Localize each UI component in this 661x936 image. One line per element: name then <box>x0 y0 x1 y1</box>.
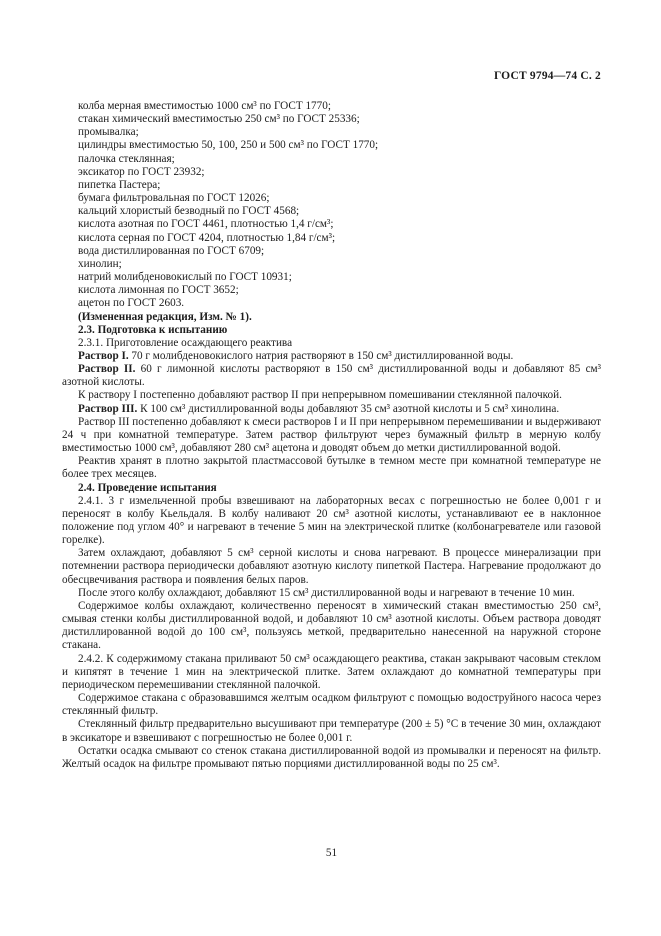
paragraph: Затем охлаждают, добавляют 5 см³ серной кислоты и снова нагревают. В процессе минерализации при потемнении раствора периодически добавляют азотную кислоту пипеткой Пастера. Нагревание продолжают до обесцвечивания раствора и появления белых паров. <box>62 547 601 586</box>
paragraph: Реактив хранят в плотно закрытой пластмассовой бутылке в темном месте при комнатной температуре не более трех месяцев. <box>62 455 601 481</box>
reagent-list-item: кальций хлористый безводный по ГОСТ 4568; <box>78 205 300 218</box>
paragraph-lead: Раствор I. <box>78 349 129 362</box>
reagent-list-item: бумага фильтровальная по ГОСТ 12026; <box>78 192 270 205</box>
solution-1-paragraph: Раствор I. 70 г молибденовокислого натрия растворяют в 150 см³ дистиллированной воды. <box>78 349 514 362</box>
amendment-note: (Измененная редакция, Изм. № 1). <box>78 310 252 323</box>
reagent-list-item: кислота лимонная по ГОСТ 3652; <box>78 284 239 297</box>
section-heading-2-4: 2.4. Проведение испытания <box>78 481 217 494</box>
reagent-list-item: эксикатор по ГОСТ 23932; <box>78 165 205 178</box>
paragraph-lead: Раствор III. <box>78 402 138 415</box>
reagent-list-item: натрий молибденовокислый по ГОСТ 10931; <box>78 271 292 284</box>
solution-2-paragraph: Раствор II. 60 г лимонной кислоты растворяют в 150 см³ дистиллированной воды и добавляют 85 см³ азотной кислоты. <box>62 363 601 389</box>
page-header: ГОСТ 9794—74 С. 2 <box>493 70 601 82</box>
reagent-list-item: вода дистиллированная по ГОСТ 6709; <box>78 244 265 257</box>
document-body <box>62 100 601 771</box>
paragraph: Раствор III постепенно добавляют к смеси растворов I и II при непрерывном перемешивании и выдерживают 24 ч при комнатной температуре. Затем раствор фильтруют через бумажный фильтр в мерную колбу вместимостью 1000 см³, добавляют 280 см³ ацетона и доводят объем до метки дистиллированной водой. <box>62 415 601 455</box>
solution-3-paragraph: Раствор III. К 100 см³ дистиллированной воды добавляют 35 см³ азотной кислоты и 5 см³ хинолина. <box>78 402 560 415</box>
reagent-list-item: палочка стеклянная; <box>78 152 175 165</box>
clause-2-4-1: 2.4.1. 3 г измельченной пробы взвешивают на лабораторных весах с погрешностью не более 0,001 г и переносят в колбу Кьельдаля. В колбу наливают 20 см³ азотной кислоты, устанавливают ее в наклонное положение под углом 40° и нагревают в течение 5 мин на электрической плитке (колбонагревателе или газовой горелке). <box>62 494 601 547</box>
paragraph: Содержимое колбы охлаждают, количественно переносят в химический стакан вместимостью 250 см³, смывая стенки колбы дистиллированной водой, и добавляют 10 см³ азотной кислоты. Объем раствора доводят дистиллированной водой до 100 см³, пользуясь меткой, предварительно нанесенной на наружной стороне стакана. <box>62 599 601 652</box>
reagent-list-item: стакан химический вместимостью 250 см³ по ГОСТ 25336; <box>78 113 360 126</box>
section-heading-2-3: 2.3. Подготовка к испытанию <box>78 323 228 336</box>
reagent-list-item: цилиндры вместимостью 50, 100, 250 и 500 см³ по ГОСТ 1770; <box>78 139 379 152</box>
reagent-list-item: кислота азотная по ГОСТ 4461, плотностью 1,4 г/см³; <box>78 218 334 231</box>
paragraph: Содержимое стакана с образовавшимся желтым осадком фильтруют с помощью водоструйного насоса через стеклянный фильтр. <box>62 692 601 718</box>
reagent-list-item: промывалка; <box>78 126 139 139</box>
reagent-list-item: кислота серная по ГОСТ 4204, плотностью 1,84 г/см³; <box>78 231 336 244</box>
reagent-list-item: ацетон по ГОСТ 2603. <box>78 297 185 310</box>
reagent-list-item: пипетка Пастера; <box>78 178 161 191</box>
clause-2-3-1: 2.3.1. Приготовление осаждающего реактива <box>78 336 293 349</box>
paragraph: К раствору I постепенно добавляют раствор II при непрерывном помешивании стеклянной палочкой. <box>78 389 562 402</box>
clause-2-4-2: 2.4.2. К содержимому стакана приливают 50 см³ осаждающего реактива, стакан закрывают часовым стеклом и кипятят в течение 1 мин на электрической плитке. Затем охлаждают до комнатной температуры при периодическом перемешивании стеклянной палочкой. <box>62 652 601 691</box>
page-number: 51 <box>325 847 338 859</box>
paragraph: Остатки осадка смывают со стенок стакана дистиллированной водой из промывалки и переносят на фильтр. Желтый осадок на фильтре промывают пятью порциями дистиллированной воды по 25 см³. <box>62 744 601 770</box>
reagent-list-item: колба мерная вместимостью 1000 см³ по ГОСТ 1770; <box>78 100 331 112</box>
paragraph: Стеклянный фильтр предварительно высушивают при температуре (200 ± 5) °С в течение 30 мин, охлаждают в эксикаторе и взвешивают с погрешностью не более 0,001 г. <box>62 718 601 744</box>
paragraph: После этого колбу охлаждают, добавляют 15 см³ дистиллированной воды и нагревают в течение 10 мин. <box>78 586 575 599</box>
reagent-list-item: хинолин; <box>78 257 122 270</box>
paragraph-lead: Раствор II. <box>78 363 136 376</box>
